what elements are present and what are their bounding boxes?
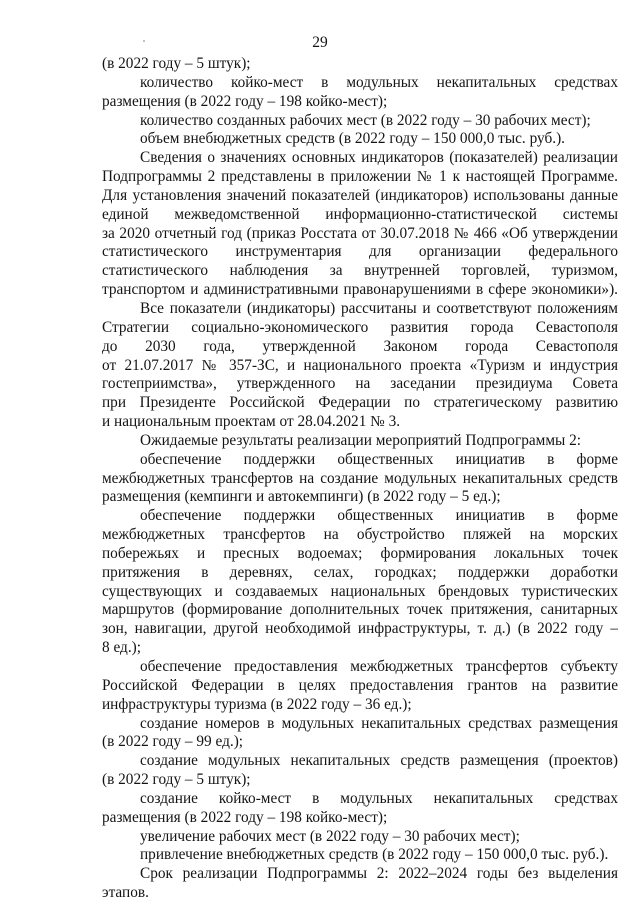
text-line: статистического наблюдения за внутренней торговлей, туризмом,: [102, 262, 618, 280]
text-line: за 2020 отчетный год (приказ Росстата от 30.07.2018 № 466 «Об утверждении: [102, 224, 618, 242]
text-line: побережьях и пресных водоемах; формирования локальных точек: [102, 544, 618, 562]
text-line: обеспечение предоставления межбюджетных трансфертов субъекту: [140, 658, 618, 675]
text-line: транспортом и административными правонарушениями в сфере экономики»).: [102, 281, 618, 299]
page-number: 29: [312, 34, 328, 51]
text-line: Подпрограммы 2 представлены в приложении № 1 к настоящей Программе.: [102, 168, 618, 186]
text-line: привлечение внебюджетных средств (в 2022 году – 150 000,0 тыс. руб.).: [140, 846, 609, 864]
text-line: гостеприимства», утвержденного на заседании президиума Совета: [102, 375, 618, 393]
text-line: и национальным проектам от 28.04.2021 № 3.: [102, 413, 401, 431]
text-line: притяжения в деревнях, селах, городках; поддержки доработки: [102, 563, 618, 581]
text-line: создание модульных некапитальных средств размещения (проектов): [140, 752, 618, 770]
text-line: (в 2022 году – 5 штук);: [102, 771, 251, 789]
text-line: до 2030 года, утвержденной Законом города Севастополя: [102, 337, 618, 355]
text-line: количество койко-мест в модульных некапитальных средствах: [140, 73, 618, 91]
text-line: количество созданных рабочих мест (в 2022 году – 30 рабочих мест);: [140, 111, 591, 129]
text-line: создание номеров в модульных некапитальных средствах размещения: [140, 714, 618, 732]
text-line: межбюджетных трансфертов на создание модульных некапитальных средств: [102, 469, 618, 487]
text-line: этапов.: [102, 884, 149, 902]
text-line: (в 2022 году – 5 штук);: [102, 55, 251, 72]
text-line: Все показатели (индикаторы) рассчитаны и соответствуют положениям: [140, 299, 618, 317]
text-line: Для установления значений показателей (индикаторов) использованы данные: [102, 186, 618, 204]
text-line: единой межведомственной информационно-статистической системы: [102, 205, 618, 223]
text-line: инфраструктуры туризма (в 2022 году – 36 ед.);: [102, 695, 412, 713]
text-line: обеспечение поддержки общественных инициатив в форме: [140, 450, 618, 468]
text-line: зон, навигации, другой необходимой инфраструктуры, т. д.) (в 2022 году –: [102, 620, 618, 638]
text-line: Сведения о значениях основных индикаторов (показателей) реализации: [140, 149, 618, 167]
text-line: размещения (в 2022 году – 198 койко-мест);: [102, 92, 388, 110]
text-line: объем внебюджетных средств (в 2022 году – 150 000,0 тыс. руб.).: [140, 130, 565, 148]
text-line: от 21.07.2017 № 357-ЗС, и национального проекта «Туризм и индустрия: [102, 356, 618, 374]
text-line: размещения (в 2022 году – 198 койко-мест);: [102, 808, 388, 826]
text-line: обеспечение поддержки общественных инициатив в форме: [140, 507, 618, 525]
text-line: статистического инструментария для организации федерального: [102, 243, 618, 261]
text-line: Российской Федерации в целях предоставления грантов на развитие: [102, 676, 618, 694]
text-line: существующих и создаваемых национальных брендовых туристических: [102, 582, 618, 600]
text-line: маршрутов (формирование дополнительных точек притяжения, санитарных: [102, 601, 618, 619]
text-line: размещения (кемпинги и автокемпинги) (в 2022 году – 5 ед.);: [102, 488, 501, 506]
text-line: создание койко-мест в модульных некапитальных средствах: [140, 789, 618, 807]
text-line: межбюджетных трансфертов на обустройство пляжей на морских: [102, 526, 618, 544]
text-line: увеличение рабочих мест (в 2022 году – 30 рабочих мест);: [140, 827, 520, 845]
text-line: 8 ед.);: [102, 639, 142, 657]
text-line: (в 2022 году – 99 ед.);: [102, 733, 244, 751]
text-line: Ожидаемые результаты реализации мероприятий Подпрограммы 2:: [140, 431, 582, 449]
text-line: Стратегии социально-экономического развития города Севастополя: [102, 318, 618, 336]
body-text: [102, 55, 618, 903]
text-line: Срок реализации Подпрограммы 2: 2022–2024 годы без выделения: [140, 865, 618, 883]
text-line: при Президенте Российской Федерации по стратегическому развитию: [102, 394, 618, 412]
